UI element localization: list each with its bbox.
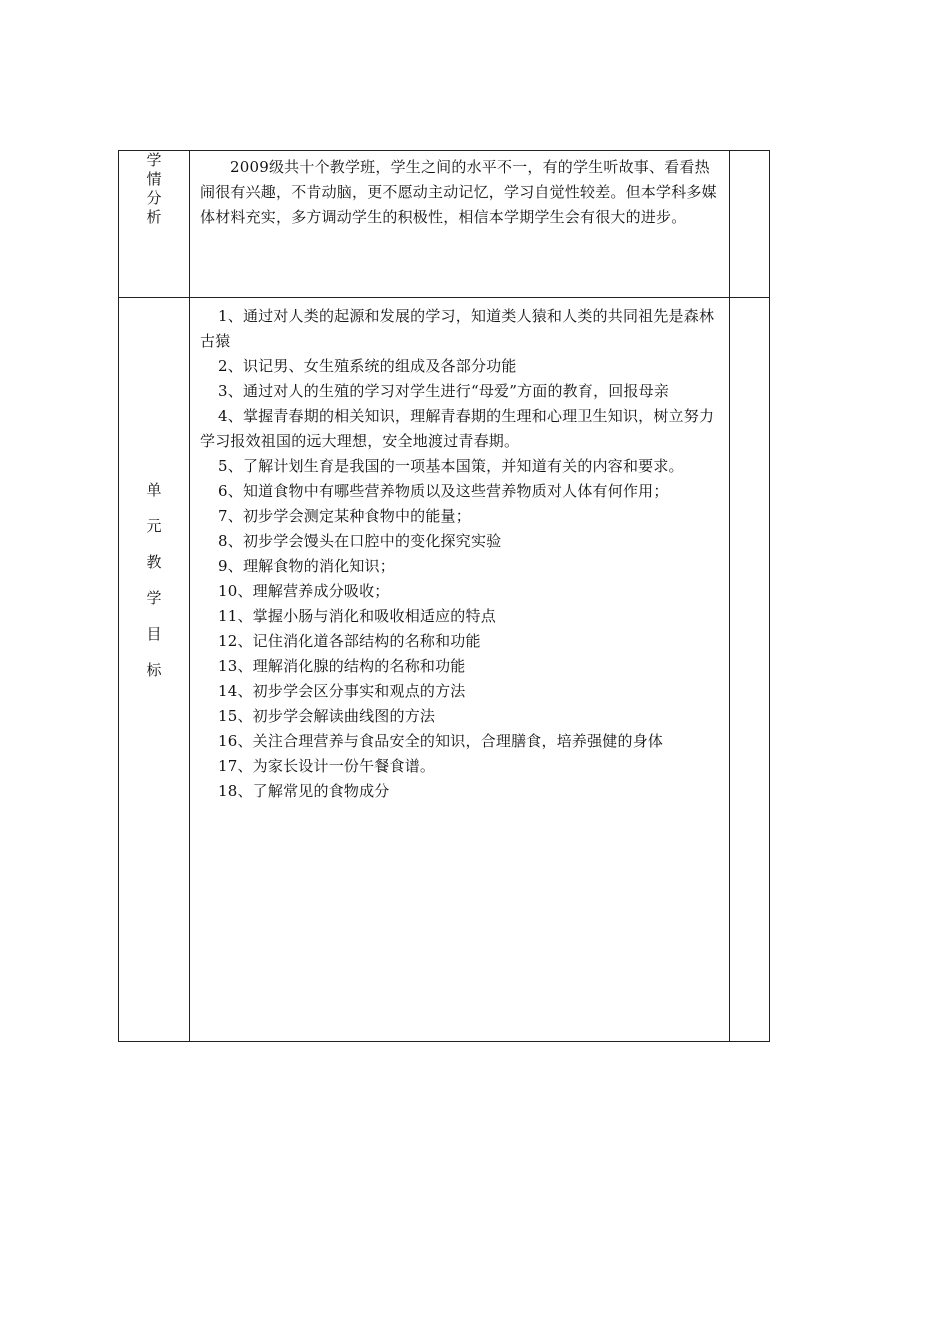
student-situation-text: 2009级共十个教学班，学生之间的水平不一，有的学生听故事、看看热闹很有兴趣，不肯动脑，更不愿动主动记忆，学习自觉性较差。但本学科多媒体材料充实，多方调动学生的积极性，相信本学期学生会有很大的进步。 — [200, 158, 717, 226]
goal-item: 4、掌握青春期的相关知识，理解青春期的生理和心理卫生知识，树立努力学习报效祖国的远大理想，安全地渡过青春期。 — [200, 407, 715, 450]
goal-item: 9、理解食物的消化知识； — [218, 557, 395, 575]
goal-item: 10、理解营养成分吸收； — [218, 582, 390, 600]
student-situation-label — [119, 151, 190, 298]
goal-item: 14、初步学会区分事实和观点的方法 — [218, 682, 466, 700]
label-char: 学 — [146, 589, 162, 607]
label-char: 标 — [146, 661, 162, 679]
goal-item: 17、为家长设计一份午餐食谱。 — [218, 757, 436, 775]
goal-item: 16、关注合理营养与食品安全的知识，合理膳食，培养强健的身体 — [218, 732, 664, 750]
goal-item: 11、掌握小肠与消化和吸收相适应的特点 — [218, 607, 496, 625]
label-char: 学 — [146, 151, 162, 169]
label-char: 目 — [146, 625, 162, 643]
unit-goals-label — [119, 298, 190, 1042]
side-empty-cell — [730, 151, 770, 298]
student-situation-content — [190, 151, 730, 298]
unit-goals-row — [119, 298, 770, 1042]
goal-item: 6、知道食物中有哪些营养物质以及这些营养物质对人体有何作用； — [218, 482, 669, 500]
goal-item: 12、记住消化道各部结构的名称和功能 — [218, 632, 481, 650]
goals-list — [190, 298, 729, 804]
label-char: 单 — [146, 481, 162, 499]
teaching-plan-table — [118, 150, 770, 1042]
label-char: 分 — [146, 189, 162, 207]
label-char: 析 — [146, 208, 162, 226]
goal-item: 15、初步学会解读曲线图的方法 — [218, 707, 436, 725]
goal-item: 8、初步学会馒头在口腔中的变化探究实验 — [218, 532, 502, 550]
side-empty-cell — [730, 298, 770, 1042]
goal-item: 13、理解消化腺的结构的名称和功能 — [218, 657, 466, 675]
goal-item: 7、初步学会测定某种食物中的能量； — [218, 507, 471, 525]
goal-item: 5、了解计划生育是我国的一项基本国策，并知道有关的内容和要求。 — [218, 457, 684, 475]
label-char: 情 — [146, 170, 162, 188]
student-situation-row — [119, 151, 770, 298]
label-char: 教 — [146, 553, 162, 571]
unit-goals-content — [190, 298, 730, 1042]
goal-item: 2、识记男、女生殖系统的组成及各部分功能 — [218, 357, 517, 375]
goal-item: 18、了解常见的食物成分 — [218, 782, 390, 800]
goal-item: 3、通过对人的生殖的学习对学生进行“母爱”方面的教育，回报母亲 — [218, 382, 670, 400]
goal-item: 1、通过对人类的起源和发展的学习，知道类人猿和人类的共同祖先是森林古猿 — [200, 307, 715, 350]
label-char: 元 — [146, 517, 162, 535]
